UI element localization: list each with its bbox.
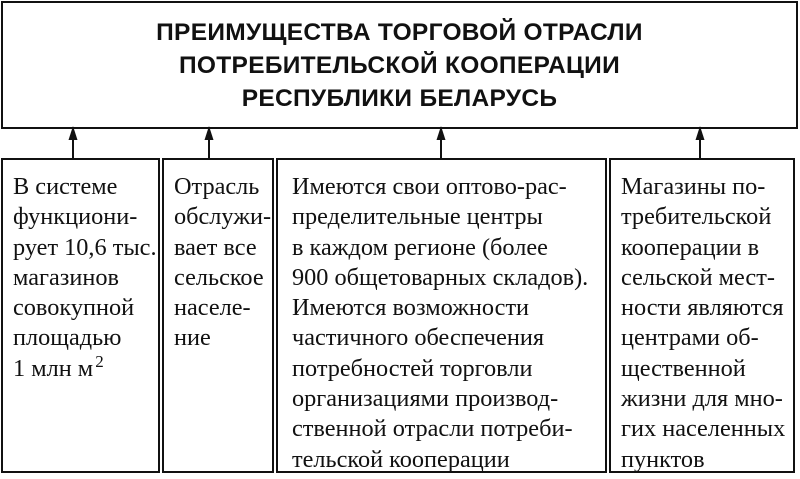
column-rural-shops-text [621,172,793,475]
title-line-3: РЕСПУБЛИКИ БЕЛАРУСЬ [241,84,558,112]
text-line: гих населенных [621,415,786,443]
text-line: ние [174,324,211,352]
text-line: кооперации в [621,233,760,261]
title-line-1: ПРЕИМУЩЕСТВА ТОРГОВОЙ ОТРАСЛИ [156,18,643,46]
text-line: магазинов [13,263,119,291]
column-population-text [174,172,272,354]
text-line: Имеются свои оптово-рас- [292,173,567,200]
text-line: Отрасль [174,173,260,200]
title-line-2: ПОТРЕБИТЕЛЬСКОЙ КООПЕРАЦИИ [179,51,620,79]
text-line: вает все [174,233,257,261]
text-line: частичного обеспечения [292,324,545,352]
arrow-col-4 [696,126,705,158]
text-line: обслужи- [174,203,272,231]
text-line: ственной отрасли потреби- [292,415,573,443]
column-shops-text [13,172,158,384]
column-distribution-text [292,172,605,475]
text-line: организациями производ- [292,385,559,413]
text-line: функциони- [13,203,138,231]
arrow-col-3 [437,126,446,158]
text-line-area [13,351,158,384]
text-line: 900 общетоварных складов). [292,263,589,291]
text-line: Магазины по- [621,173,766,200]
area-superscript: 2 [95,351,104,371]
column-distribution [276,158,607,473]
text-line: потребностей торговли [292,354,533,382]
text-line: совокупной [13,294,135,322]
text-line: ности являются [621,294,784,322]
text-line: сельское [174,263,264,291]
text-line: сельской мест- [621,263,775,291]
text-line: пунктов [621,445,705,473]
column-rural-shops [609,158,795,473]
text-line: Имеются возможности [292,294,530,322]
text-line: тельской кооперации [292,445,510,473]
area-value: 1 млн м [13,354,94,382]
text-line: пределительные центры [292,203,543,231]
text-line: щественной [621,354,746,382]
text-line: площадью [13,324,122,352]
column-population [162,158,274,473]
text-line: центрами об- [621,324,759,352]
text-line: жизни для мно- [621,385,783,413]
column-shops [1,158,160,473]
arrow-col-2 [205,126,214,158]
arrow-col-1 [69,126,78,158]
text-line: требительской [621,203,772,231]
text-line: рует 10,6 тыс. [13,233,157,261]
text-line: В системе [13,173,118,200]
text-line: в каждом регионе (более [292,233,548,261]
text-line: населе- [174,294,251,322]
